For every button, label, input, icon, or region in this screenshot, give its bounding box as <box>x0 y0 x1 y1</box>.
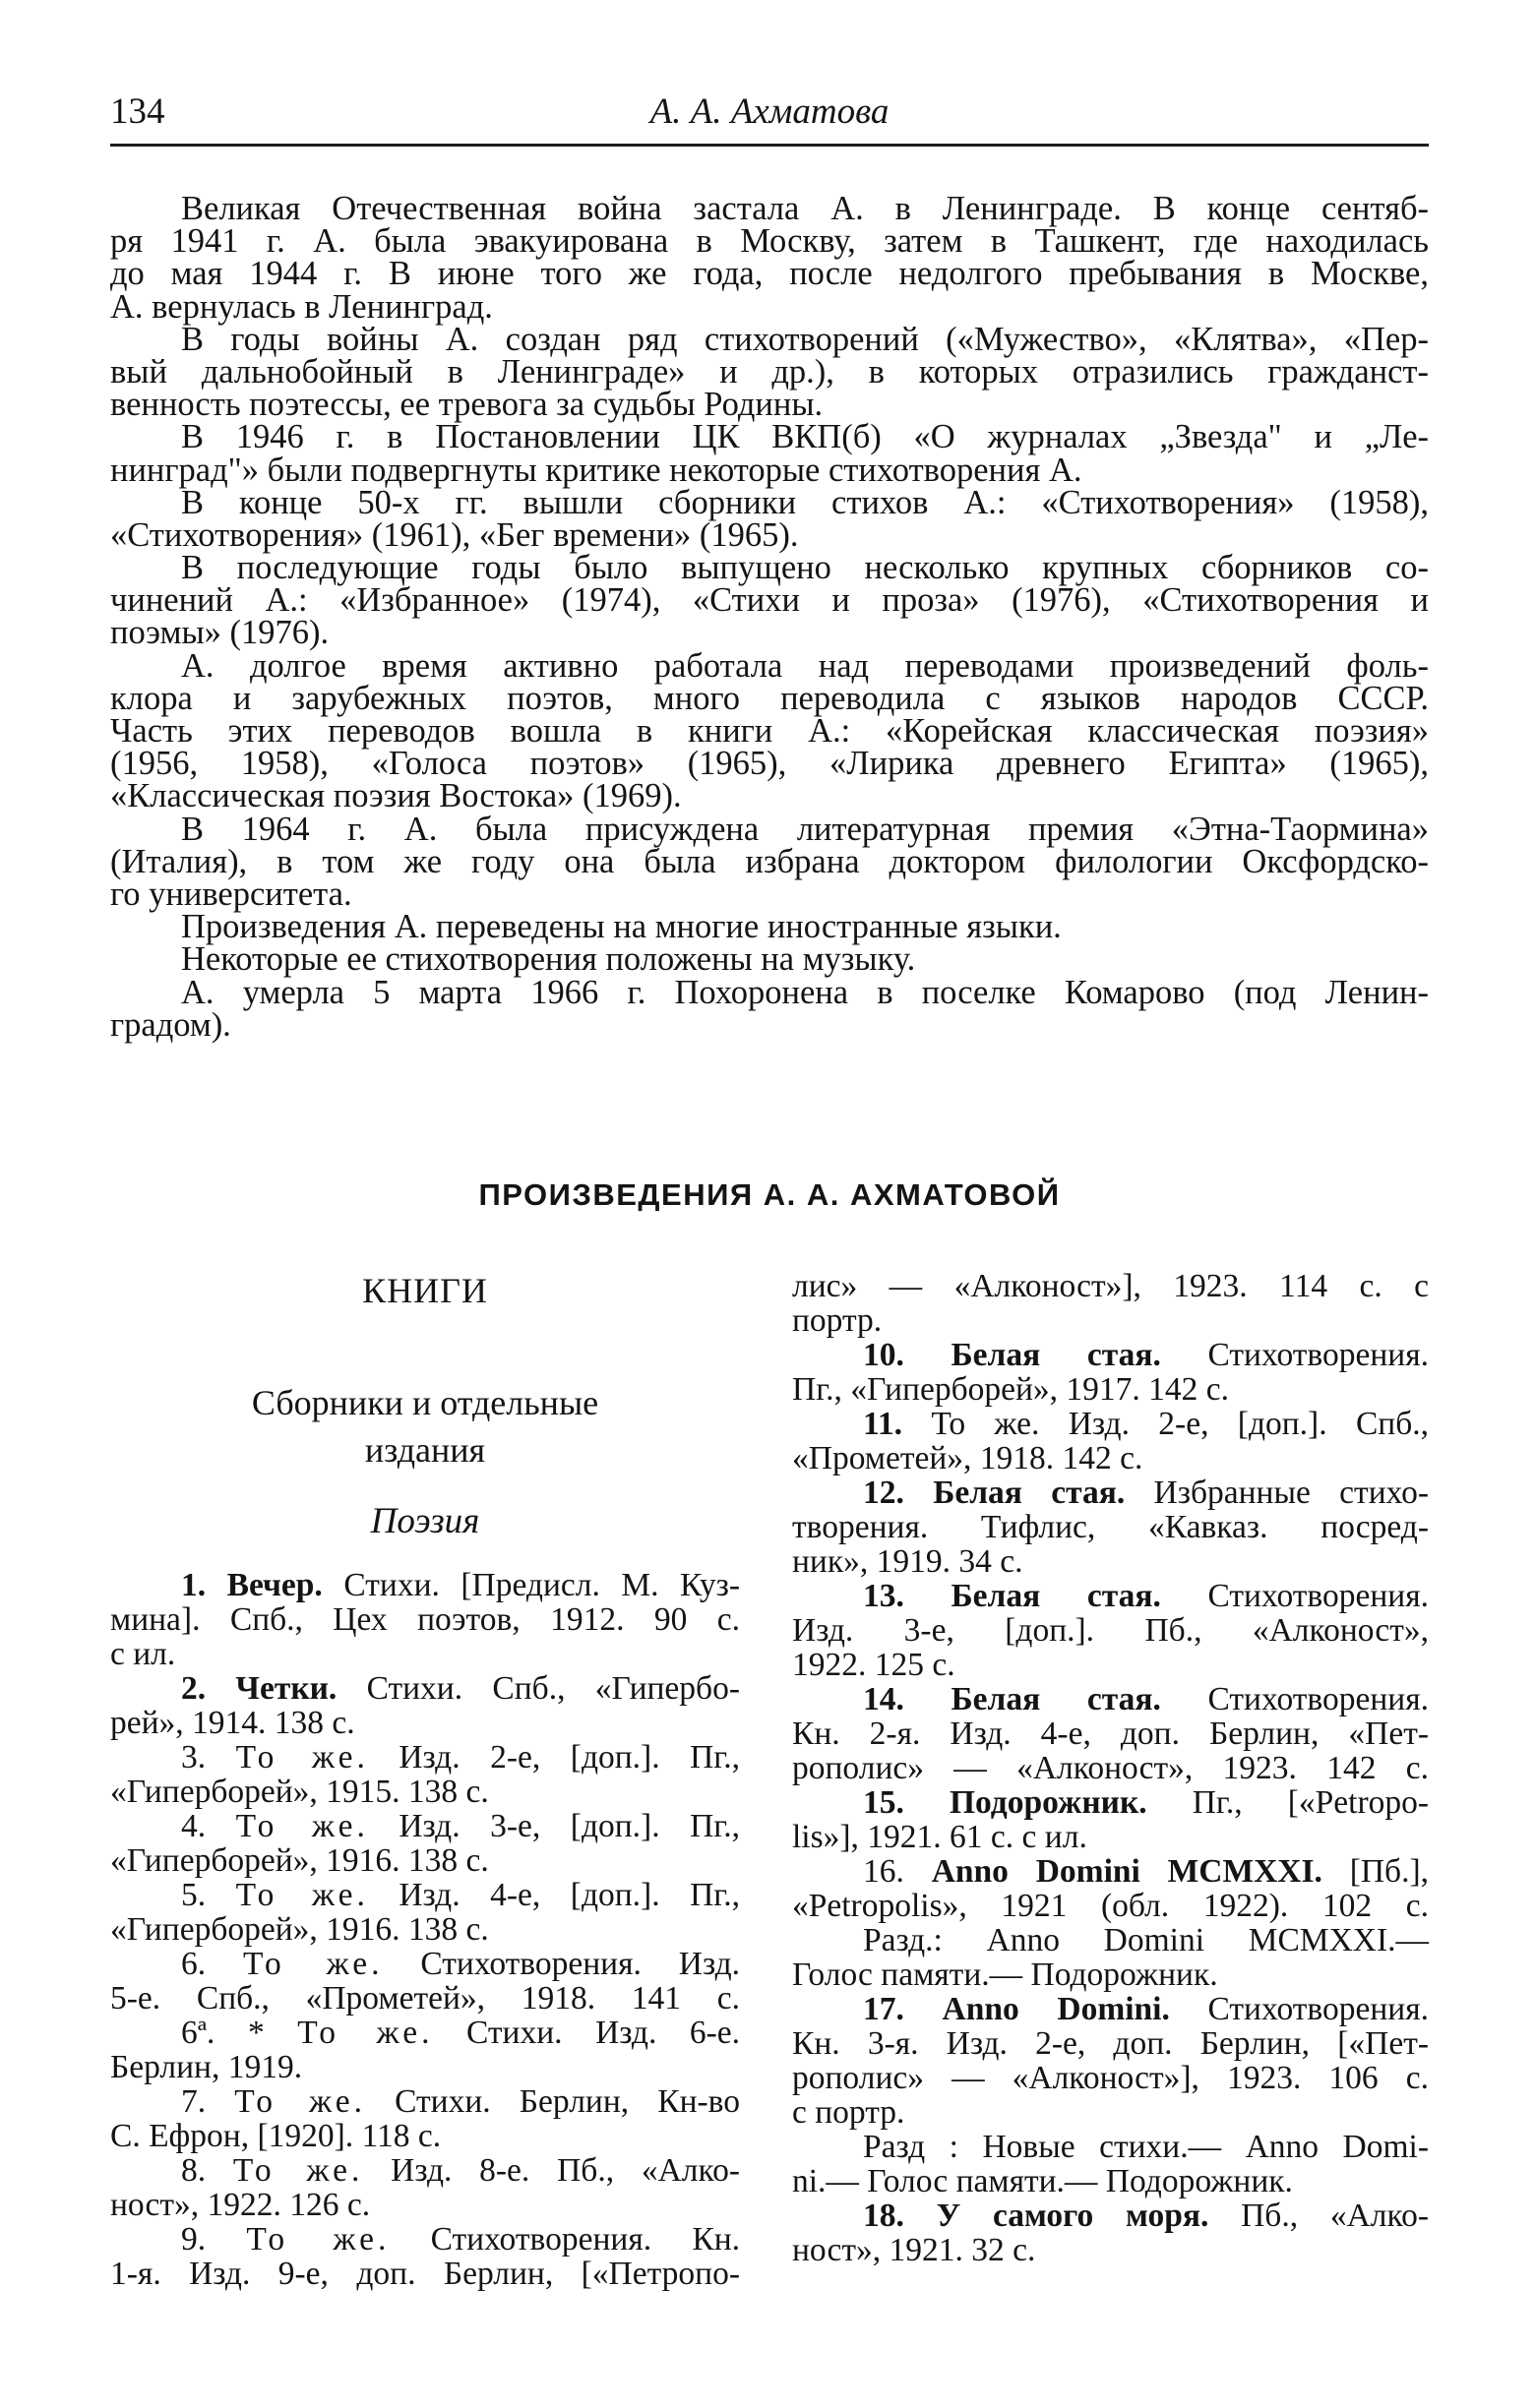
entry-text: Стихотворения. <box>1207 1681 1430 1717</box>
bio-line: В 1964 г. А. была присуждена литературная премия «Этна-Таормина» <box>181 810 1429 848</box>
bibliography-entry <box>792 1854 1429 1992</box>
bio-line: А. вернулась в Ленинград. <box>110 287 493 326</box>
entry-number: 7. <box>181 2083 207 2120</box>
entry-text: рей», 1914. 138 с. <box>110 1705 355 1741</box>
entry-text: 5-е. Спб., «Прометей», 1918. 141 с. <box>110 1980 740 2017</box>
entry-title: Белая стая. <box>951 1337 1161 1373</box>
entry-title: Anno Domini MCMXXI. <box>931 1853 1322 1890</box>
entry-text: lis»], 1921. 61 с. с ил. <box>792 1819 1087 1855</box>
bio-line: В 1946 г. в Постановлении ЦК ВКП(б) «О журналах „Звезда" и „Ле- <box>181 418 1429 456</box>
entry-same-marker: То же. <box>246 2221 391 2258</box>
biography-text <box>110 190 1429 1044</box>
bio-line: вый дальнобойный в Ленинграде» и др.), в которых отразились гражданст- <box>110 352 1429 391</box>
entry-text: ник», 1919. 34 с. <box>792 1543 1023 1580</box>
left-column <box>110 1269 740 2291</box>
entry-text: мина]. Спб., Цех поэтов, 1912. 90 с. <box>110 1601 740 1638</box>
entry-title: Anno Domini. <box>942 1991 1170 2027</box>
entry-text: Берлин, 1919. <box>110 2049 303 2085</box>
entry-number: 18. <box>863 2197 904 2234</box>
bibliography-entry <box>792 1785 1429 1854</box>
bio-line: (Италия), в том же году она была избрана доктором филологии Оксфордско- <box>110 842 1429 880</box>
works-section-title: ПРОИЗВЕДЕНИЯ А. А. АХМАТОВОЙ <box>478 1177 1061 1212</box>
entry-number: 9. <box>181 2221 207 2258</box>
bio-line: А. умерла 5 марта 1966 г. Похоронена в поселке Комарово (под Ленин- <box>181 973 1429 1011</box>
running-title: А. А. Ахматова <box>649 91 890 132</box>
entry-number: 3. <box>181 1739 207 1776</box>
entry-text: ност», 1921. 32 с. <box>792 2232 1036 2268</box>
entry-text: Пг., [«Petropo- <box>1192 1784 1430 1821</box>
entry-text: Разд : Новые стихи.— Anno Domi- <box>863 2129 1429 2165</box>
bibliography-list-left <box>110 1568 740 2291</box>
bio-line: Некоторые ее стихотворения положены на музыку. <box>181 940 916 979</box>
bibliography-entry <box>792 1579 1429 1682</box>
entry-text: ност», 1922. 126 с. <box>110 2187 371 2223</box>
entry-number: 1. <box>181 1567 207 1603</box>
entry-number: 4. <box>181 1808 207 1844</box>
bio-line: Часть этих переводов вошла в книги А.: «Корейская классическая поэзия» <box>110 712 1429 750</box>
bio-line: В годы войны А. создан ряд стихотворений («Мужество», «Клятва», «Пер- <box>181 320 1429 358</box>
entry-text: Стихи. [Предисл. М. Куз- <box>343 1567 741 1603</box>
entry-text: 1922. 125 с. <box>792 1647 955 1683</box>
entry-text: 1-я. Изд. 9-е, доп. Берлин, [«Петропо- <box>110 2256 740 2292</box>
entry-text: Стихотворения. <box>1207 1337 1430 1373</box>
bio-line: венность поэтессы, ее тревога за судьбы Родины. <box>110 386 824 424</box>
entry-text: Стихотворения. <box>1207 1578 1430 1614</box>
right-column <box>792 1269 1429 2267</box>
bio-line: чинений А.: «Избранное» (1974), «Стихи и проза» (1976), «Стихотворения и <box>110 581 1429 620</box>
entry-title: Четки. <box>235 1670 338 1707</box>
bio-line: Произведения А. переведены на многие иностранные языки. <box>181 908 1062 946</box>
heading-books: КНИГИ <box>362 1271 488 1310</box>
bibliography-entry <box>792 2198 1429 2267</box>
entry-number: 5. <box>181 1877 207 1913</box>
entry-text: «Гиперборей», 1916. 138 с. <box>110 1911 489 1948</box>
entry-text: «Гиперборей», 1916. 138 с. <box>110 1842 489 1879</box>
entry-text: Стихи. Спб., «Гипербо- <box>366 1670 740 1707</box>
bio-line: до мая 1944 г. В июне того же года, после недолгого пребывания в Москве, <box>110 255 1429 293</box>
entry-text: Стихи. Берлин, Кн-во <box>395 2083 741 2120</box>
entry-same-marker: То же. <box>243 1946 384 1982</box>
bibliography-entry-continued <box>792 1269 1429 1338</box>
bio-line: (1956, 1958), «Голоса поэтов» (1965), «Лирика древнего Египта» (1965), <box>110 745 1429 783</box>
bibliography-entry <box>110 1740 740 1809</box>
entry-text: рополис» — «Алконост», 1923. 142 с. <box>792 1750 1429 1786</box>
entry-number: 14. <box>863 1681 904 1717</box>
bio-line: градом). <box>110 1005 231 1044</box>
bibliography-entry <box>110 2084 740 2153</box>
page-number: 134 <box>110 91 165 132</box>
bio-line: ря 1941 г. А. была эвакуирована в Москву, затем в Ташкент, где находилась <box>110 222 1429 261</box>
entry-number: 17. <box>863 1991 904 2027</box>
entry-text: «Гиперборей», 1915. 138 с. <box>110 1774 489 1810</box>
entry-text: рополис» — «Алконост»], 1923. 106 с. <box>792 2060 1429 2096</box>
entry-text: с портр. <box>792 2094 905 2131</box>
entry-text: «Прометей», 1918. 142 с. <box>792 1440 1143 1476</box>
entry-same-marker: То же. <box>297 2015 434 2051</box>
bio-line: Великая Отечественная война застала А. в Ленинграде. В конце сентяб- <box>181 190 1429 227</box>
entry-text: Кн. 3-я. Изд. 2-е, доп. Берлин, [«Пет- <box>792 2025 1429 2062</box>
entry-title: У самого моря. <box>936 2197 1209 2234</box>
header-rule <box>110 144 1429 147</box>
bio-line: «Стихотворения» (1961), «Бег времени» (1965). <box>110 515 799 554</box>
bibliography-entry <box>110 1809 740 1878</box>
entry-text: Пб., «Алко- <box>1241 2197 1430 2234</box>
bio-line: А. долгое время активно работала над переводами произведений фоль- <box>181 646 1429 685</box>
entry-number: 15. <box>863 1784 904 1821</box>
entry-text: То же. Изд. 2-е, [доп.]. Спб., <box>931 1406 1430 1442</box>
entry-text: лис» — «Алконост»], 1923. 114 с. с <box>792 1268 1429 1304</box>
entry-title: Белая стая. <box>951 1578 1161 1614</box>
entry-number: 2. <box>181 1670 207 1707</box>
entry-same-marker: То же. <box>235 1877 369 1913</box>
bibliography-entry <box>792 1992 1429 2198</box>
entry-text: С. Ефрон, [1920]. 118 с. <box>110 2118 442 2154</box>
entry-same-marker: То же. <box>232 2152 364 2189</box>
bibliography-entry <box>110 1671 740 1740</box>
entry-text: Изд. 2-е, [доп.]. Пг., <box>399 1739 741 1776</box>
entry-text: портр. <box>792 1302 883 1339</box>
entry-title: Белая стая. <box>951 1681 1161 1717</box>
entry-text: [Пб.], <box>1349 1853 1430 1890</box>
entry-same-marker: То же. <box>234 2083 367 2120</box>
entry-number: 10. <box>863 1337 904 1373</box>
bio-line: В последующие годы было выпущено несколько крупных сборников со- <box>181 549 1429 587</box>
entry-text: творения. Тифлис, «Кавказ. посред- <box>792 1509 1429 1545</box>
bio-line: клора и зарубежных поэтов, много переводила с языков народов СССР. <box>110 679 1429 717</box>
bio-line: поэмы» (1976). <box>110 614 330 652</box>
entry-text: Стихотворения. Кн. <box>430 2221 741 2258</box>
entry-text: Стихотворения. Изд. <box>420 1946 740 1982</box>
entry-text: Пг., «Гиперборей», 1917. 142 с. <box>792 1371 1230 1408</box>
entry-text: Изд. 4-е, [доп.]. Пг., <box>399 1877 741 1913</box>
bibliography-entry <box>110 2016 740 2084</box>
entry-text: ni.— Голос памяти.— Подорожник. <box>792 2163 1293 2199</box>
entry-text: Разд.: Anno Domini MCMXXI.— <box>863 1922 1429 1958</box>
entry-number: 6. <box>181 1946 207 1982</box>
bibliography-entry <box>110 1568 740 1671</box>
bibliography-entry <box>110 2222 740 2291</box>
entry-text: Голос памяти.— Подорожник. <box>792 1956 1218 1993</box>
entry-number: 16. <box>863 1853 904 1890</box>
entry-same-marker: То же. <box>235 1739 369 1776</box>
entry-text: «Petropolis», 1921 (обл. 1922). 102 с. <box>792 1888 1429 1924</box>
entry-text: Стихи. Изд. 6-е. <box>466 2015 741 2051</box>
entry-number: 11. <box>863 1406 903 1442</box>
entry-title: Белая стая. <box>933 1475 1126 1511</box>
entry-text: Изд. 8-е. Пб., «Алко- <box>391 2152 740 2189</box>
entry-text: Изд. 3-е, [доп.]. Пб., «Алконост», <box>792 1612 1429 1649</box>
bibliography-entry <box>792 1682 1429 1785</box>
bibliography-entry <box>792 1475 1429 1579</box>
entry-number: 13. <box>863 1578 904 1614</box>
heading-poetry: Поэзия <box>370 1501 480 1541</box>
entry-title: Вечер. <box>226 1567 323 1603</box>
bio-line: го университета. <box>110 874 352 913</box>
heading-collections <box>110 1379 740 1474</box>
bibliography-entry <box>110 1947 740 2016</box>
bio-line: «Классическая поэзия Востока» (1969). <box>110 777 682 815</box>
bibliography-entry <box>110 2153 740 2222</box>
heading-collections-line: издания <box>364 1430 486 1470</box>
entry-text: Стихотворения. <box>1207 1991 1430 2027</box>
entry-star-marker: * <box>247 2015 265 2051</box>
bio-line: нинград"» были подвергнуты критике некоторые стихотворения А. <box>110 451 1082 489</box>
entry-text: Избранные стихо- <box>1153 1475 1429 1511</box>
entry-text: Изд. 3-е, [доп.]. Пг., <box>399 1808 741 1844</box>
heading-collections-line: Сборники и отдельные <box>251 1383 599 1422</box>
bibliography-entry <box>110 1878 740 1947</box>
entry-number: 6ª. <box>181 2015 215 2051</box>
entry-text: с ил. <box>110 1636 176 1672</box>
entry-title: Подорожник. <box>949 1784 1147 1821</box>
entry-same-marker: То же. <box>235 1808 369 1844</box>
entry-number: 8. <box>181 2152 207 2189</box>
bibliography-entry <box>792 1338 1429 1407</box>
bio-line: В конце 50-х гг. вышли сборники стихов А.: «Стихотворения» (1958), <box>181 483 1429 521</box>
bibliography-entry <box>792 1407 1429 1475</box>
page-header <box>110 90 1429 146</box>
entry-number: 12. <box>863 1475 904 1511</box>
entry-text: Кн. 2-я. Изд. 4-е, доп. Берлин, «Пет- <box>792 1716 1429 1752</box>
